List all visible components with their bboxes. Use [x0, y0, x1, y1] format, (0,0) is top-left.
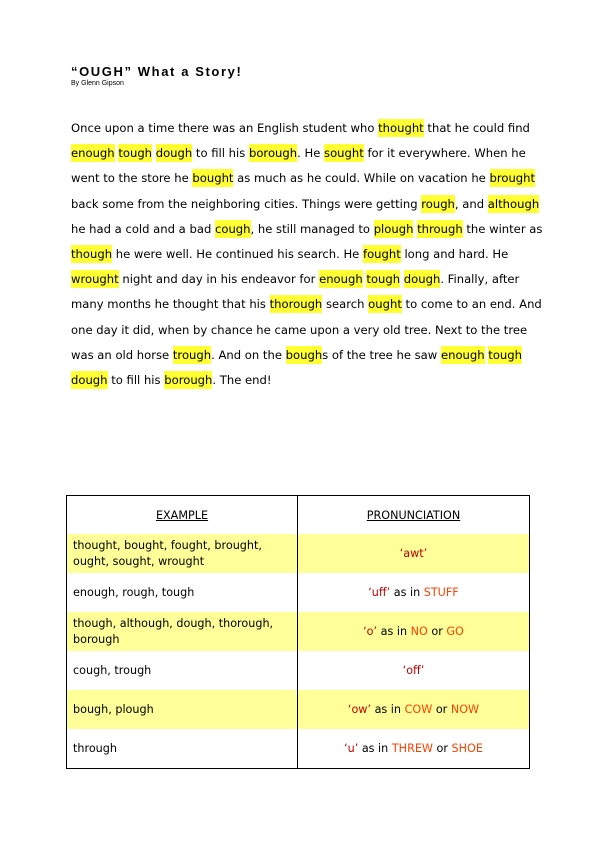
example-cell: enough, rough, tough: [67, 573, 298, 612]
highlighted-word: thought: [378, 121, 424, 135]
table-row: [67, 612, 530, 651]
story-text: many months he thought that his: [71, 297, 270, 312]
story-paragraph: [71, 116, 541, 393]
story-text: . Finally, after: [440, 272, 520, 287]
pronunciation-sound: ‘ow’: [347, 703, 372, 716]
pronunciation-cell: [298, 612, 530, 651]
highlighted-word: borough: [248, 146, 298, 161]
rhyme-word: STUFF: [423, 586, 459, 599]
table-header-row: [67, 496, 530, 535]
story-line: [71, 267, 541, 292]
highlighted-word: tough: [488, 347, 522, 362]
highlighted-word: tough: [366, 272, 401, 287]
highlighted-word: enough: [319, 272, 363, 287]
pronunciation-text: or: [432, 703, 451, 716]
pronunciation-text: or: [427, 625, 447, 638]
story-text: . The end!: [212, 372, 272, 387]
example-cell: thought, bought, fought, brought, ought, sought, wrought: [67, 534, 298, 573]
highlighted-word: though: [71, 246, 113, 261]
table-row: [67, 690, 530, 729]
pronunciation-cell: [298, 729, 530, 769]
highlighted-word: bought: [192, 171, 234, 186]
pronunciation-cell: [298, 690, 530, 729]
pronunciation-sound: ‘o’: [363, 625, 378, 638]
rhyme-word: NO: [410, 625, 428, 638]
highlighted-word: dough: [403, 272, 441, 287]
pronunciation-cell: [298, 534, 530, 573]
rhyme-word: GO: [446, 625, 464, 638]
pronunciation-text: or: [432, 742, 452, 755]
story-line: [71, 116, 541, 141]
pronunciation-text: as in: [377, 625, 411, 638]
pronunciation-sound: ‘u’: [344, 742, 359, 755]
pronunciation-cell: [298, 651, 530, 690]
story-text: s of the tree he saw: [322, 347, 441, 362]
highlighted-word: enough: [440, 347, 485, 362]
story-text: Once upon a time there was an English student who: [71, 121, 379, 135]
story-text: , and: [454, 196, 488, 211]
pronunciation-text: as in: [390, 586, 424, 599]
highlighted-word: wrought: [71, 272, 119, 287]
highlighted-word: fought: [362, 246, 401, 261]
story-text: that he could find: [423, 121, 530, 135]
header-example: EXAMPLE: [67, 496, 298, 535]
example-cell: bough, plough: [67, 690, 298, 729]
story-text: , he still managed to: [250, 221, 374, 236]
author-byline: By Glenn Gipson: [71, 80, 124, 87]
story-text: as much as he could. While on vacation he: [233, 171, 490, 186]
story-text: the winter as: [462, 221, 543, 236]
highlighted-word: through: [417, 221, 463, 236]
story-text: night and day in his endeavor for: [118, 272, 320, 287]
document-title: “OUGH” What a Story!: [71, 64, 243, 79]
story-text: . And on the: [211, 347, 286, 362]
highlighted-word: ought: [368, 297, 402, 312]
highlighted-word: borough: [164, 372, 213, 387]
highlighted-word: trough: [172, 347, 212, 362]
rhyme-word: NOW: [450, 703, 480, 716]
highlighted-word: rough: [421, 196, 455, 211]
table-row: [67, 573, 530, 612]
highlighted-word: dough: [71, 372, 108, 387]
story-text: search: [322, 297, 369, 312]
highlighted-word: cough: [214, 221, 251, 236]
example-cell: cough, trough: [67, 651, 298, 690]
highlighted-word: bough: [285, 347, 323, 362]
rhyme-word: COW: [404, 703, 433, 716]
story-line: [71, 141, 541, 166]
story-text: to fill his: [192, 146, 249, 161]
story-text: back some from the neighboring cities. Things were getting: [71, 196, 422, 211]
highlighted-word: sought: [324, 146, 364, 161]
story-text: for it everywhere. When he: [363, 146, 526, 161]
story-text: was an old horse: [71, 347, 173, 362]
story-text: to fill his: [107, 372, 165, 387]
highlighted-word: although: [487, 196, 540, 211]
pronunciation-sound: ‘off’: [402, 664, 425, 677]
pronunciation-text: as in: [358, 742, 392, 755]
story-text: . He: [297, 146, 325, 161]
header-pronunciation: PRONUNCIATION: [366, 508, 461, 522]
highlighted-word: thorough: [269, 297, 323, 312]
pronunciation-table: [66, 495, 530, 769]
story-line: [71, 292, 541, 317]
story-text: one day it did, when by chance he came upon a very old tree. Next to the tree: [71, 322, 528, 337]
rhyme-word: SHOE: [451, 742, 483, 755]
highlighted-word: tough: [118, 146, 153, 161]
story-text: he had a cold and a bad: [71, 221, 215, 236]
story-line: [71, 217, 541, 242]
story-line: [71, 166, 541, 191]
example-cell: though, although, dough, thorough, borough: [67, 612, 298, 651]
story-text: went to the store he: [71, 171, 193, 186]
story-text: long and hard. He: [400, 246, 509, 261]
story-line: [71, 192, 541, 217]
story-line: [71, 242, 541, 267]
highlighted-word: plough: [373, 221, 414, 236]
pronunciation-cell: [298, 573, 530, 612]
highlighted-word: brought: [489, 171, 536, 186]
story-line: [71, 368, 541, 393]
highlighted-word: enough: [71, 146, 115, 161]
story-text: he were well. He continued his search. He: [112, 246, 363, 261]
table-row: [67, 729, 530, 769]
rhyme-word: THREW: [391, 742, 433, 755]
pronunciation-sound: ‘uff’: [368, 586, 391, 599]
table-row: [67, 651, 530, 690]
story-line: [71, 343, 541, 368]
story-line: [71, 318, 541, 343]
example-cell: through: [67, 729, 298, 769]
highlighted-word: dough: [155, 146, 193, 161]
table-row: [67, 534, 530, 573]
pronunciation-text: as in: [371, 703, 405, 716]
pronunciation-sound: ‘awt’: [399, 547, 428, 560]
story-text: to come to an end. And: [401, 297, 542, 312]
